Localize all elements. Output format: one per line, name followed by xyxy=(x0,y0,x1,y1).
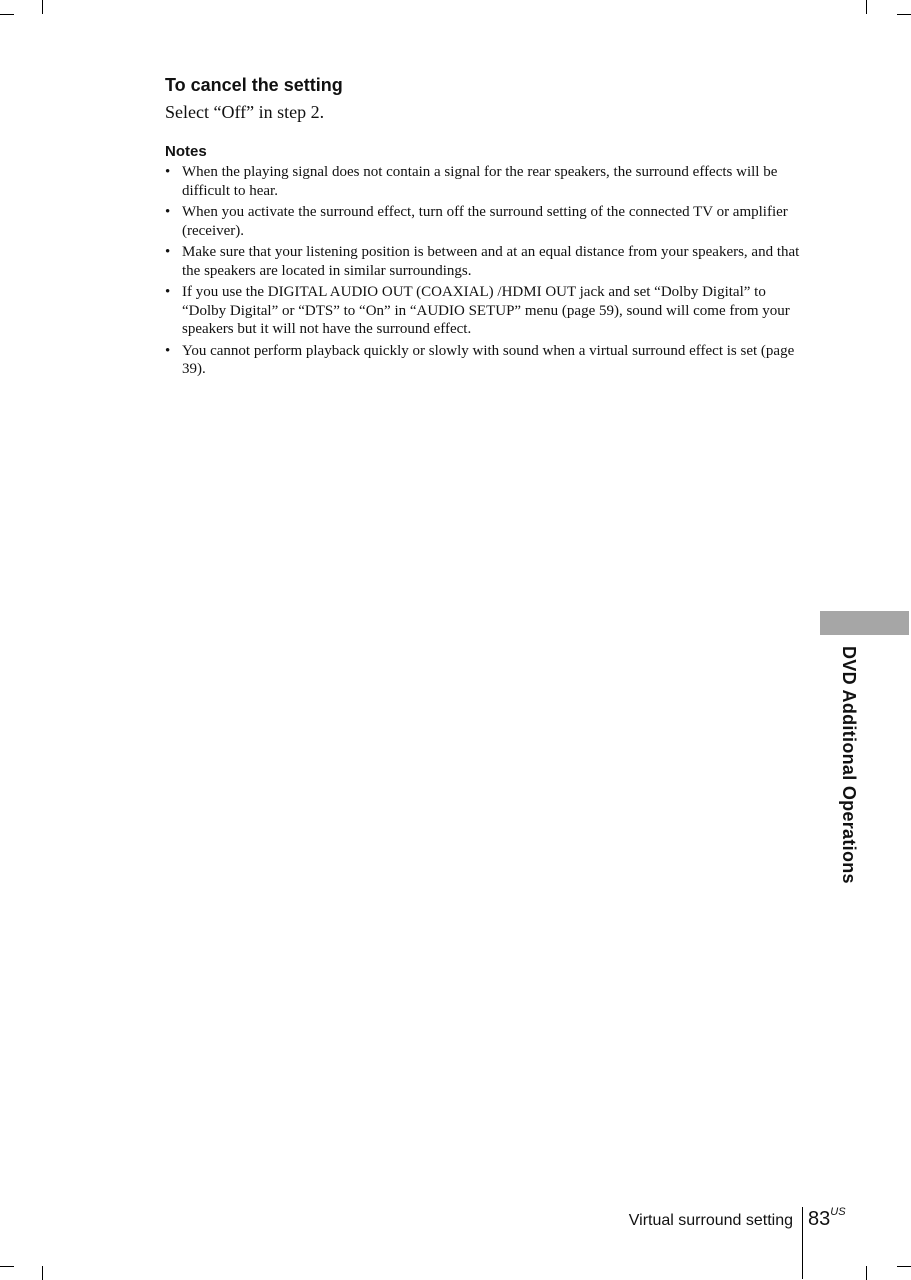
note-text: You cannot perform playback quickly or slowly with sound when a virtual surround effect is set (page 39). xyxy=(182,342,795,377)
crop-mark xyxy=(866,1266,867,1280)
footer-section-name: Virtual surround setting xyxy=(628,1212,793,1229)
bullet-icon: • xyxy=(165,204,171,220)
note-item xyxy=(165,342,805,379)
instruction-text: Select “Off” in step 2. xyxy=(165,102,325,122)
notes-list xyxy=(165,163,805,379)
note-text: Make sure that your listening position is between and at an equal distance from your speakers, and that the speakers are located in similar surroundings. xyxy=(182,244,800,279)
notes-heading: Notes xyxy=(165,143,207,160)
main-content xyxy=(165,74,805,382)
note-item xyxy=(165,163,805,200)
chapter-side-label: DVD Additional Operations xyxy=(839,646,859,884)
note-item xyxy=(165,283,805,339)
bullet-icon: • xyxy=(165,284,171,300)
bullet-icon: • xyxy=(165,164,171,180)
crop-mark xyxy=(897,1266,911,1267)
note-text: When you activate the surround effect, turn off the surround setting of the connected TV or amplifier (receiver). xyxy=(182,204,788,239)
crop-mark xyxy=(897,14,911,15)
section-title: To cancel the setting xyxy=(165,75,343,95)
crop-mark xyxy=(0,14,14,15)
chapter-tab-marker xyxy=(820,611,909,635)
crop-mark xyxy=(42,0,43,14)
page-number-suffix: US xyxy=(830,1206,846,1219)
page-number xyxy=(808,1208,846,1231)
bullet-icon: • xyxy=(165,244,171,260)
crop-mark xyxy=(866,0,867,14)
note-text: If you use the DIGITAL AUDIO OUT (COAXIAL) /HDMI OUT jack and set “Dolby Digital” to “Dolby Digital” or “DTS” to “On” in “AUDIO SETUP” menu (page 59), sound will come from your speakers but it will not have the surround effect. xyxy=(182,284,790,337)
crop-mark xyxy=(0,1266,14,1267)
page-number-value: 83 xyxy=(808,1208,831,1230)
note-text: When the playing signal does not contain a signal for the rear speakers, the surround effects will be difficult to hear. xyxy=(182,164,778,199)
bullet-icon: • xyxy=(165,342,171,359)
note-item xyxy=(165,203,805,240)
crop-mark xyxy=(42,1266,43,1280)
footer-divider xyxy=(802,1207,803,1279)
note-item xyxy=(165,243,805,280)
